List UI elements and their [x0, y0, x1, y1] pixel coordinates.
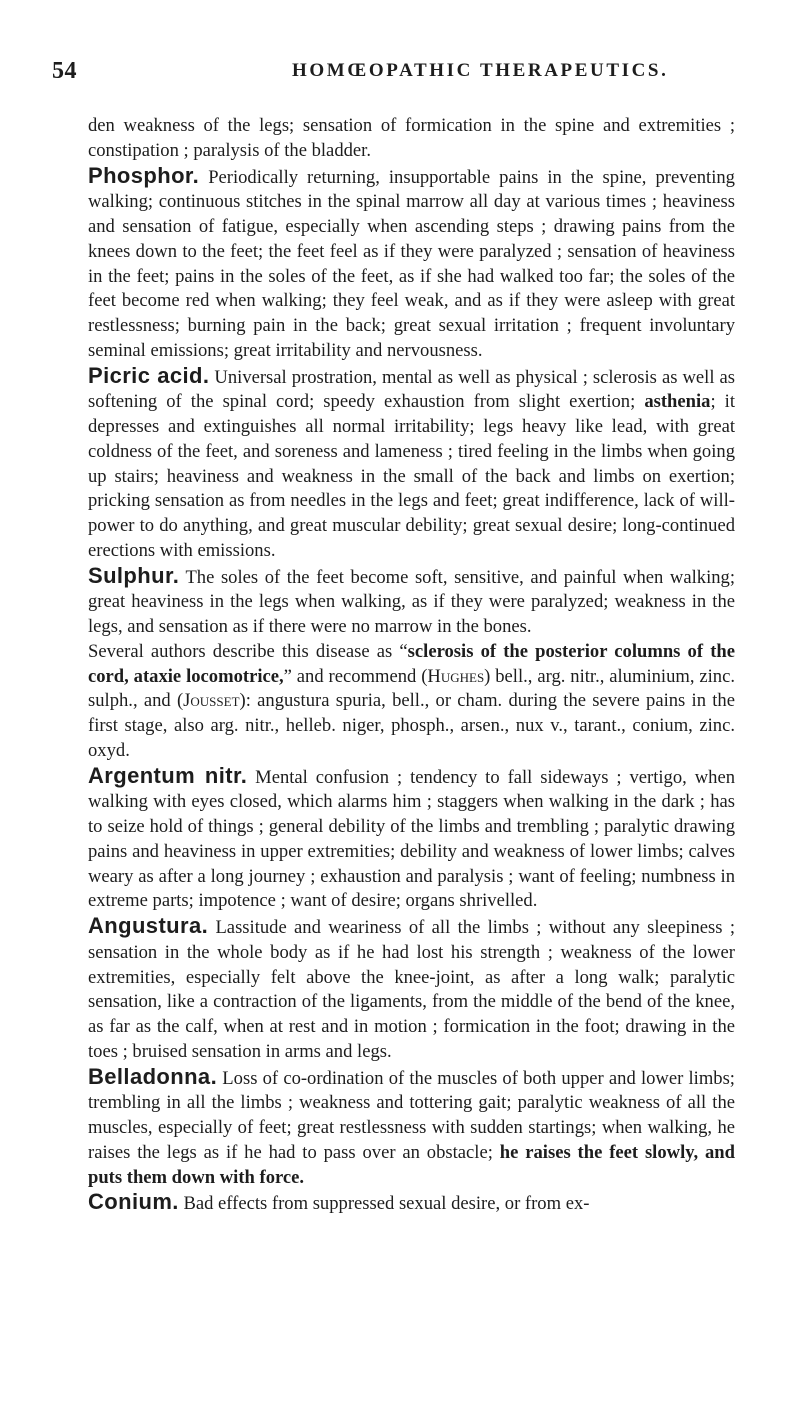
remedy-name: Sulphur. [88, 562, 180, 588]
paragraph-text: den weakness of the legs; sensation of formication in the spine and extremities ; constipation ; paralysis of the bladder. [88, 115, 735, 161]
remedy-text: Lassitude and weariness of all the limbs ; without any sleepiness ; sensation in the whole body as if he had lost his strength ; weakness of the lower extremities, especially felt above the knee-joint, as after a long walk; paralytic sensation, like a contraction of the ligaments, from the middle of the bend of the knee, as far as the calf, when at rest and in motion ; formication in the foot; drawing in the toes ; bruised sensation in arms and legs. [88, 917, 735, 1062]
remedy-text: Bad effects from suppressed sexual desire, or from ex- [183, 1193, 590, 1215]
remedy-picric-acid [88, 364, 735, 564]
paragraph-text: ” and recommend ( [283, 665, 428, 687]
emphasis-text: asthenia [644, 391, 711, 413]
page-number: 54 [52, 58, 77, 84]
remedy-name: Picric acid. [88, 362, 210, 388]
emphasis-text: he raises the feet slowly, and puts them down with force. [88, 1141, 735, 1188]
running-head: HOMŒOPATHIC THERAPEUTICS. [292, 60, 669, 81]
paragraph-text: ): angustura spuria, bell., or cham. during the severe pains in the first stage, also arg. nitr., helleb. niger, phosph., arsen., nux v., tarant., conium, zinc. oxyd. [88, 690, 735, 761]
emphasis-text: sclerosis of the posterior columns of the cord, ataxie locomotrice, [88, 640, 735, 687]
remedy-text: Universal prostration, mental as well as physical ; sclerosis as well as softening of the spinal cord; speedy exhaustion from slight exertion; [88, 366, 736, 413]
remedy-name: Conium. [88, 1189, 179, 1215]
paragraph-text: ) bell., arg. nitr., aluminium, zinc. sulph., and ( [88, 665, 735, 712]
remedy-text: The soles of the feet become soft, sensitive, and painful when walking; great heaviness in the legs when walking, as if they were paralyzed; weakness in the legs, and sensation as if there were no marrow in the bones. [88, 566, 735, 637]
remedy-angustura [88, 914, 735, 1065]
remedy-name: Argentum nitr. [88, 762, 248, 788]
remedy-text: Mental confusion ; tendency to fall sideways ; vertigo, when walking with eyes closed, which alarms him ; staggers when walking in the dark ; has to seize hold of things ; general debility of the limbs and trembling ; paralytic drawing pains and heaviness in upper extremities; debility and weakness of lower limbs; calves weary as after a long journey ; exhaustion and paralysis ; want of feeling; numbness in extreme parts; impotence ; want of desire; organs shrivelled. [88, 766, 736, 912]
paragraph-text: Several authors describe this disease as “ [88, 640, 408, 662]
remedy-text: Loss of co-ordination of the muscles of both upper and lower limbs; trembling in all the limbs ; weakness and tottering gait; paralytic weakness of all the muscles, especially of feet; great restlessness with sudden startings; when walking, he raises the legs as if he had to pass over an obstacle; [88, 1067, 735, 1163]
remedy-argentum-nitr [88, 764, 735, 915]
continued-paragraph [88, 114, 735, 164]
remedy-name: Angustura. [88, 913, 209, 938]
remedy-sulphur [88, 564, 735, 640]
remedy-name: Belladonna. [88, 1063, 218, 1089]
author-name: Hughes [427, 665, 485, 687]
remedy-text: Periodically returning, insupportable pains in the spine, preventing walking; continuous stitches in the spinal marrow all day at various times ; heaviness and sensation of fatigue, especially when ascending steps ; drawing pains from the knees down to the feet; the feet feel as if they were paralyzed ; sensation of heaviness in the feet; pains in the soles of the feet, as if she had walked too far; the soles of the feet become red when walking; they feel weak, and as if they were asleep with great restlessness; burning pain in the back; great sexual irritation ; frequent involuntary seminal emissions; great irritability and nervousness. [88, 166, 735, 361]
author-name: Jousset [183, 690, 240, 712]
body-text [88, 114, 735, 1217]
remedy-conium [88, 1190, 735, 1217]
page-header [52, 58, 752, 88]
remedy-phosphor [88, 164, 735, 364]
remedy-belladonna [88, 1065, 735, 1191]
remedy-name: Phosphor. [88, 162, 200, 188]
remedy-text: ; it depresses and extinguishes all normal irritability; legs heavy like lead, with great coldness of the feet, and soreness and lameness ; tired feeling in the limbs when going up stairs; heaviness and weakness in the small of the back and limbs on exertion; pricking sensation as from needles in the legs and feet; great indifference, lack of will-power to do anything, and great muscular debility; great sexual desire; long-continued erections with emissions. [88, 391, 735, 561]
authors-paragraph [88, 640, 735, 764]
